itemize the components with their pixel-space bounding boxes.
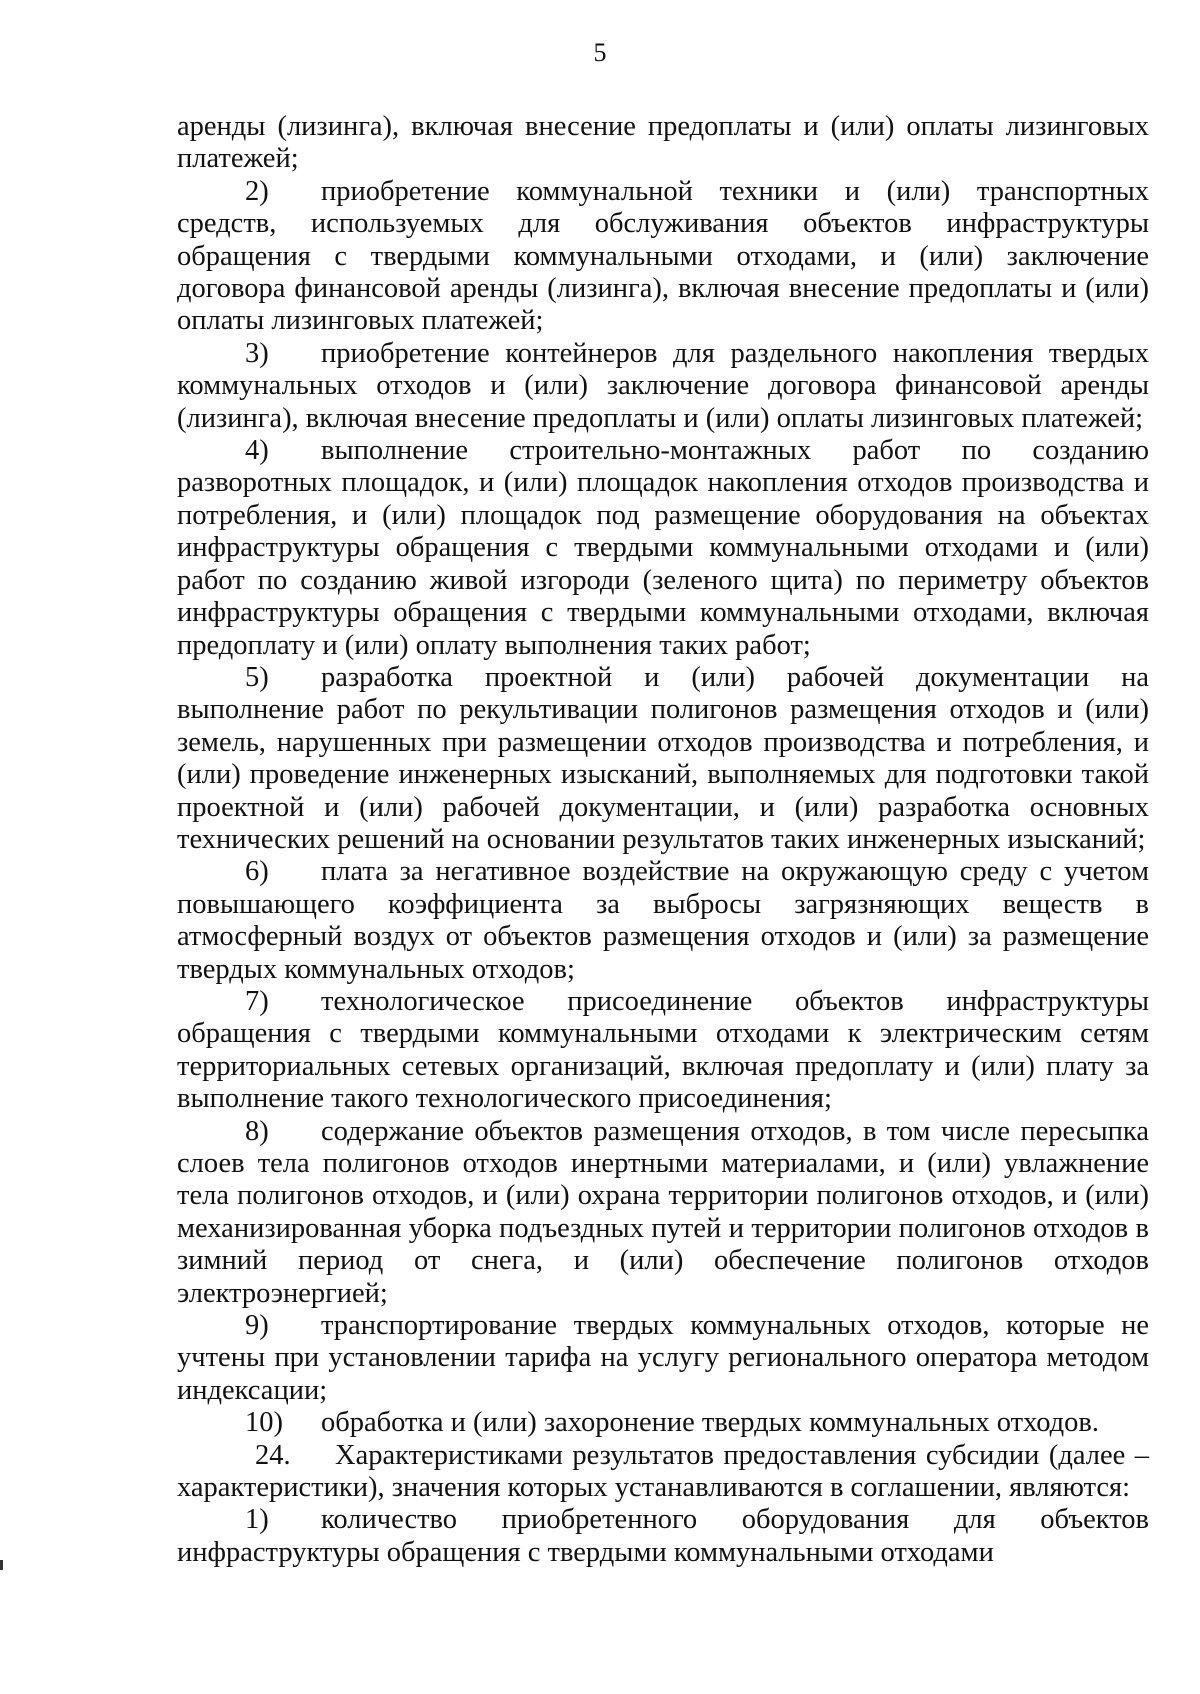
- list-item: [177, 1504, 1149, 1569]
- list-item: [177, 176, 1149, 338]
- list-item-text: транспортирование твердых коммунальных отходов, которые не учтены при установлении тарифа на услугу регионального оператора методом индексации;: [177, 1310, 1149, 1406]
- list-item-number: 7): [245, 985, 269, 1017]
- list-item: [177, 435, 1149, 662]
- section-text: Характеристиками результатов предоставления субсидии (далее – характеристики), значения которых устанавливаются в соглашении, являются:: [177, 1439, 1149, 1504]
- list-item-text: плата за негативное воздействие на окружающую среду с учетом повышающего коэффициента за выбросы загрязняющих веществ в атмосферный воздух от объектов размещения отходов и (или) за размещение твердых коммунальных отходов;: [177, 856, 1149, 985]
- list-item: [177, 662, 1149, 856]
- list-item-text: разработка проектной и (или) рабочей документации на выполнение работ по рекультивации полигонов размещения отходов и (или) земель, нарушенных при размещении отходов производства и потребления, и (или) проведение инженерных изысканий, выполняемых для подготовки такой проектной и (или) рабочей документации, и (или) разработка основных технических решений на основании результатов таких инженерных изысканий;: [177, 661, 1149, 855]
- list-item-text: приобретение коммунальной техники и (или) транспортных средств, используемых для обслуживания объектов инфраструктуры обращения с твердыми коммунальными отходами, и (или) заключение договора финансовой аренды (лизинга), включая внесение предоплаты и (или) оплаты лизинговых платежей;: [177, 175, 1149, 337]
- list-item-number: 8): [245, 1115, 269, 1147]
- list-item-number: 4): [245, 435, 269, 467]
- list-item-number: 3): [245, 337, 269, 369]
- paragraph-continuation: [177, 111, 1149, 176]
- list-item-text: выполнение строительно-монтажных работ по созданию разворотных площадок, и (или) площадок накопления отходов производства и потребления, и (или) площадок под размещение оборудования на объектах инфраструктуры обращения с твердыми коммунальными отходами и (или) работ по созданию живой изгороди (зеленого щита) по периметру объектов инфраструктуры обращения с твердыми коммунальными отходами, включая предоплату и (или) оплату выполнения таких работ;: [177, 435, 1149, 661]
- document-body: [177, 111, 1149, 1569]
- list-item: [177, 1116, 1149, 1310]
- scan-edge-mark: [0, 1560, 3, 1570]
- list-item-text: количество приобретенного оборудования для объектов инфраструктуры обращения с твердыми коммунальными отходами: [177, 1504, 1149, 1568]
- list-item-number: 2): [245, 175, 269, 207]
- list-item: [177, 1407, 1149, 1439]
- list-item-text: технологическое присоединение объектов инфраструктуры обращения с твердыми коммунальными отходами к электрическим сетям территориальных сетевых организаций, включая предоплату и (или) плату за выполнение такого технологического присоединения;: [177, 985, 1149, 1115]
- list-item-text: приобретение контейнеров для раздельного накопления твердых коммунальных отходов и (или) заключение договора финансовой аренды (лизинга), включая внесение предоплаты и (или) оплаты лизинговых платежей;: [177, 337, 1149, 434]
- list-item: [177, 1310, 1149, 1407]
- list-item-number: 10): [245, 1407, 283, 1439]
- list-item: [177, 986, 1149, 1116]
- list-item-text: содержание объектов размещения отходов, в том числе пересыпка слоев тела полигонов отходов инертными материалами, и (или) увлажнение тела полигонов отходов, и (или) охрана территории полигонов отходов, и (или) механизированная уборка подъездных путей и территории полигонов отходов в зимний период от снега, и (или) обеспечение полигонов отходов электроэнергией;: [177, 1115, 1149, 1309]
- list-item-number: 9): [245, 1310, 269, 1342]
- list-item-number: 6): [245, 856, 269, 888]
- list-item: [177, 856, 1149, 986]
- paragraph-text: аренды (лизинга), включая внесение предоплаты и (или) оплаты лизинговых платежей;: [177, 111, 1149, 175]
- section-paragraph: [177, 1440, 1149, 1505]
- section-number: 24.: [255, 1439, 291, 1471]
- page-number: 5: [593, 38, 607, 67]
- list-item-number: 1): [245, 1504, 269, 1536]
- list-item: [177, 338, 1149, 435]
- list-item-number: 5): [245, 661, 269, 693]
- list-item-text: обработка и (или) захоронение твердых коммунальных отходов.: [321, 1407, 1100, 1439]
